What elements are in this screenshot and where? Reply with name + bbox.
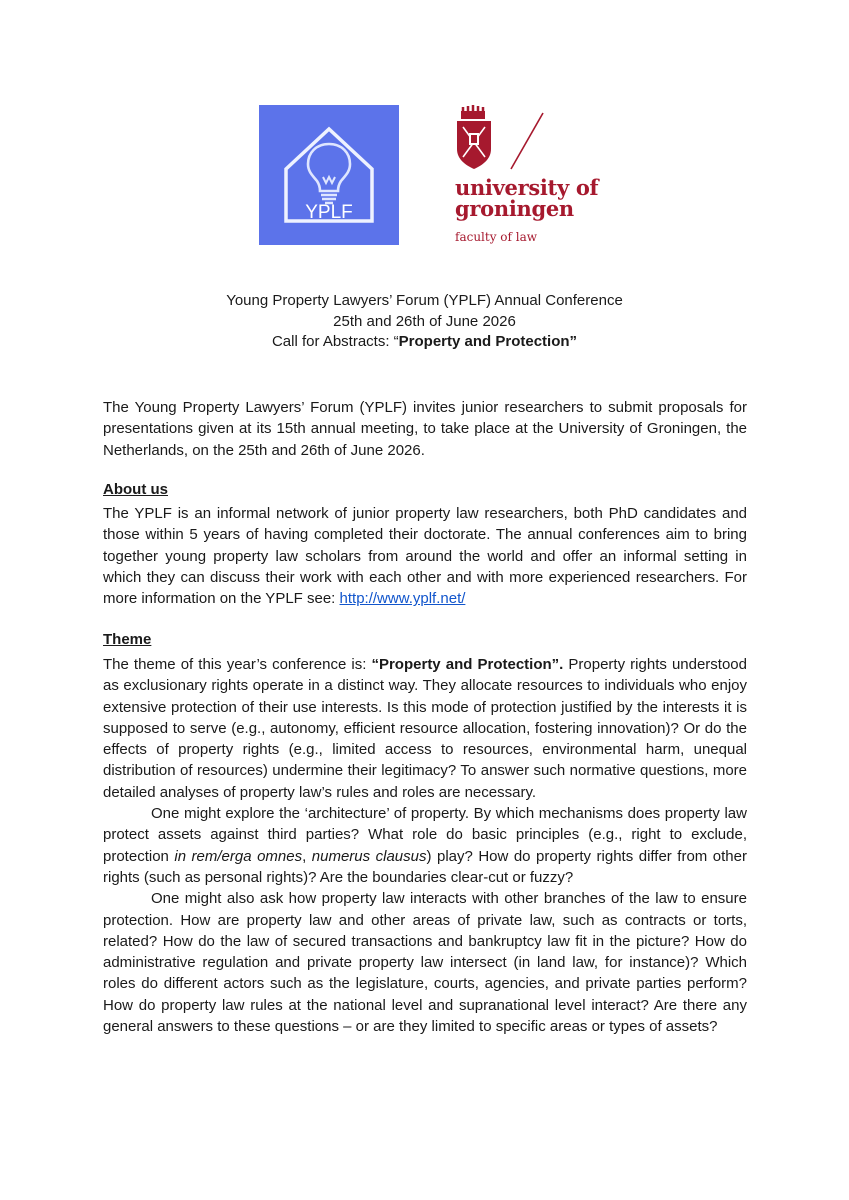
faculty-name: faculty of law <box>455 230 538 244</box>
conference-title: Young Property Lawyers’ Forum (YPLF) Annual Conference <box>226 292 623 309</box>
yplf-logo <box>259 105 399 245</box>
theme-p2-italic-1: in rem/erga omnes <box>174 847 303 865</box>
theme-p2-c: ) play? How do property rights differ from other rights (such as personal rights)? Are the boundaries clear-cut or fuzzy? <box>103 847 747 886</box>
theme-p2-italic-2: numerus clausus <box>311 847 427 865</box>
theme-p1-rest: Property rights understood as exclusionary rights operate in a distinct way. They allocate resources to individuals who enjoy extensive protection of their use interests. Is this mode of protection justified by the interests it is supposed to serve (e.g., autonomy, efficient resource allocation, fostering innovation)? Or do the effects of property rights (e.g., limited access to resources, environmental harm, unequal distribution of resources) undermine their legitimacy? To answer such normative questions, more detailed analyses of property law’s rules and roles are necessary. <box>103 656 747 801</box>
yplf-house-lightbulb-icon <box>259 105 399 245</box>
yplf-logo-text: YPLF <box>305 202 353 223</box>
about-us-paragraph <box>103 503 747 609</box>
university-of-groningen-logo <box>455 105 625 250</box>
groningen-crest-icon <box>455 105 625 175</box>
call-theme: Property and Protection” <box>398 333 578 350</box>
call-prefix: Call for Abstracts: “ <box>271 333 399 350</box>
theme-p1-bold: “Property and Protection”. <box>371 656 564 673</box>
theme-p2-b: , <box>302 847 312 865</box>
about-us-heading: About us <box>103 481 168 498</box>
yplf-website-link[interactable]: http://www.yplf.net/ <box>339 590 466 608</box>
conference-heading <box>0 291 849 353</box>
call-for-abstracts <box>0 332 849 353</box>
intro-paragraph: The Young Property Lawyers’ Forum (YPLF) invites junior researchers to submit proposals for presentations given at its 15th annual meeting, to take place at the University of Groningen, the Netherlands, on the 25th and 26th of June 2026. <box>103 399 747 459</box>
theme-paragraph-3: One might also ask how property law interacts with other branches of the law to ensure protection. How are property law and other areas of private law, such as contracts or torts, related? How do the law of secured transactions and bankruptcy law fit in the picture? How do administrative regulation and private property law intersect (in land law, for instance)? Which roles do different actors such as the legislature, courts, agencies, and private parties perform? How do property law rules at the national level and supranational level interact? Are there any general answers to these questions – or are they limited to specific areas or types of assets? <box>103 890 747 1036</box>
conference-dates: 25th and 26th of June 2026 <box>333 312 516 330</box>
university-name-line2: groningen <box>455 196 574 221</box>
theme-p2-a: One might explore the ‘architecture’ of property. By which mechanisms does property law protect assets against third parties? What role do basic principles (e.g., right to exclude, protection <box>103 805 747 865</box>
theme-heading: Theme <box>103 631 152 648</box>
logos-row <box>259 105 619 250</box>
theme-p1-prefix: The theme of this year’s conference is: <box>103 656 372 673</box>
theme-paragraph-2 <box>103 803 747 888</box>
university-name <box>455 177 598 219</box>
theme-content <box>103 654 747 1037</box>
university-name-line1: university of <box>455 175 599 200</box>
about-us-text: The YPLF is an informal network of junior property law researchers, both PhD candidates and those within 5 years of having completed their doctorate. The annual conferences aim to bring together young property law scholars from around the world and offer an informal setting in which they can discuss their work with each other and with more experienced researchers. For more information on the YPLF see: <box>103 505 747 608</box>
theme-paragraph-1 <box>103 654 747 803</box>
